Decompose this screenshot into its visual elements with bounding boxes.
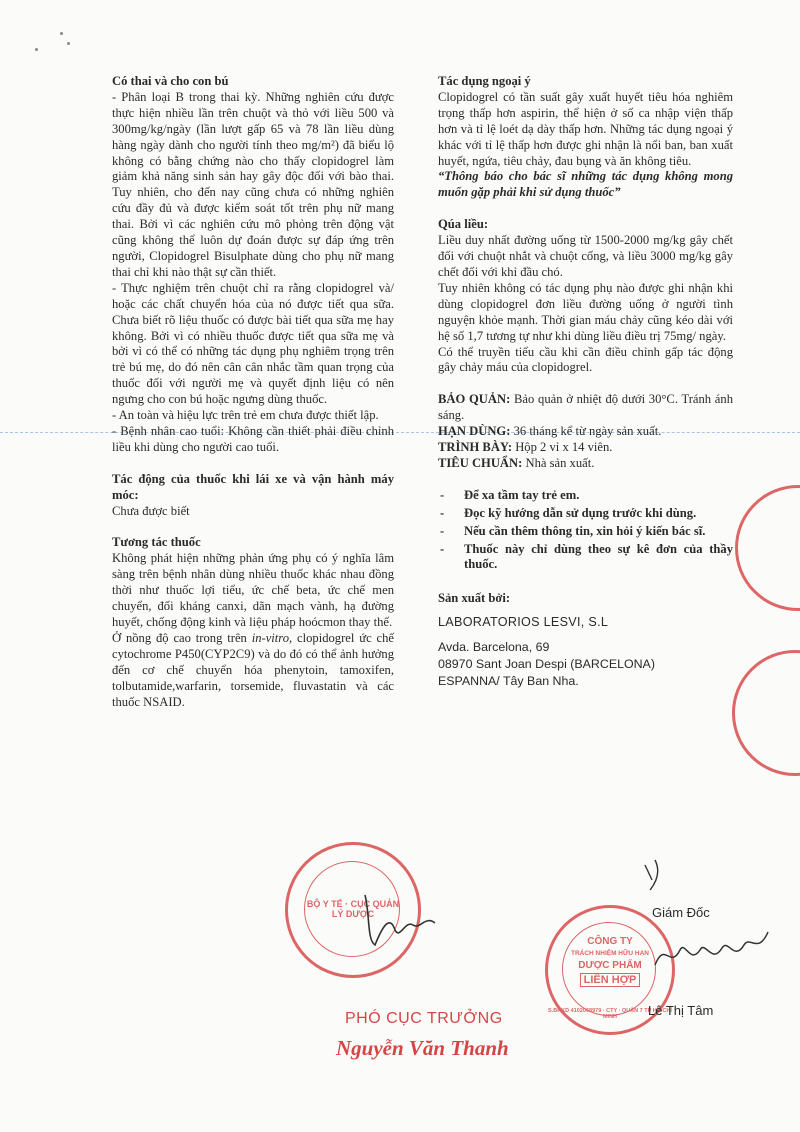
pregnancy-paragraph-4: - Bệnh nhân cao tuổi: Không cần thiết phải điều chỉnh liều khi dùng cho người cao tuổi. xyxy=(112,423,394,454)
warnings-list xyxy=(438,488,733,574)
company-line-4: LIÊN HỢP xyxy=(580,973,641,987)
side-effects-notice: “Thông báo cho bác sĩ những tác dụng không mong muốn gặp phải khi sử dụng thuốc” xyxy=(438,169,733,200)
interactions-text-b: , clopidogrel ức chế cytochrome P450(CYP2C9) và do đó có thể ảnh hưởng đến cơ chế chuyển hóa phenytoin, tamoxifen, tolbutamide,warfarin, torsemide, fluvastatin và các thuốc NSAID. xyxy=(112,630,395,709)
storage-label: BẢO QUẢN: xyxy=(438,392,511,407)
warning-item: - Thuốc này chỉ dùng theo sự kê đơn của thầy thuốc. xyxy=(438,542,733,574)
interactions-paragraph-1: Không phát hiện những phản ứng phụ có ý nghĩa lâm sàng trên bệnh nhân dùng nhiều thuốc khác nhau đồng thời như thuốc lợi tiểu, ức chế beta, ức chế men chuyển, đối kháng canxi, dãn mạch vành, hạ đường huyết, chống động kinh và liệu pháp hoócmon thay thế. xyxy=(112,551,394,629)
overdose-paragraph-1: Liều duy nhất đường uống từ 1500-2000 mg/kg gây chết đối với chuột nhắt và chuột cống, và liều 3000 mg/kg gây chết đối với khỉ đầu chó. xyxy=(438,233,733,279)
director-title: Giám Đốc xyxy=(652,905,710,920)
speck xyxy=(60,32,63,35)
standard-line xyxy=(438,456,733,472)
deputy-name: Nguyễn Văn Thanh xyxy=(336,1036,509,1060)
expiry-text: 36 tháng kể từ ngày sản xuất. xyxy=(510,424,662,439)
manufacturer-label: Sản xuất bởi: xyxy=(438,591,511,606)
deputy-title: PHÓ CỤC TRƯỞNG xyxy=(345,1010,503,1027)
warning-item: - Để xa tầm tay trẻ em. xyxy=(438,488,733,504)
warning-item: - Nếu cần thêm thông tin, xin hỏi ý kiến bác sĩ. xyxy=(438,524,733,540)
director-signature-icon xyxy=(650,920,780,980)
warning-item: - Đọc kỹ hướng dẫn sử dụng trước khi dùng. xyxy=(438,506,733,522)
pregnancy-paragraph-2: - Thực nghiệm trên chuột chỉ ra rằng clopidogrel và/ hoặc các chất chuyển hóa của nó được tiết qua sữa. Chưa biết rõ liệu thuốc có được bài tiết qua sữa mẹ hay không. Bởi vì có nhiều thuốc được tiết qua sữa mẹ và bởi vì có thể có những tác dụng phụ nghiêm trọng trên trẻ bú mẹ, do đó nên cân cân nhắc tầm quan trọng của thuốc đối với người mẹ và quyết định liệu có nên ngưng cho con bú hoặc ngưng dùng thuốc. xyxy=(112,280,394,407)
driving-text: Chưa được biết xyxy=(112,503,190,518)
company-line-1: CÔNG TY xyxy=(587,936,633,947)
address-line-3: ESPANNA/ Tây Ban Nha. xyxy=(438,674,579,689)
company-ring-text: S.BKKD 4102068979 · CTY · QUẬN 7 TP HỒ CHÍ MINH xyxy=(548,1008,672,1020)
side-effects-heading: Tác dụng ngoại ý xyxy=(438,74,531,88)
pregnancy-heading: Có thai và cho con bú xyxy=(112,74,229,88)
interactions-text-a: Ở nồng độ cao trong trên xyxy=(112,630,252,645)
address-line-2: 08970 Sant Joan Despi (BARCELONA) xyxy=(438,657,655,672)
storage-line xyxy=(438,392,733,424)
edge-stamp-top xyxy=(735,485,800,611)
edge-stamp-bottom xyxy=(732,650,800,776)
storage-text: Bảo quản ở nhiệt độ dưới 30°C. Tránh ánh sáng. xyxy=(438,392,733,423)
presentation-text: Hộp 2 vỉ x 14 viên. xyxy=(512,440,613,455)
deputy-signature-icon xyxy=(345,885,455,955)
expiry-label: HẠN DÙNG: xyxy=(438,424,511,439)
company-line-3: DƯỢC PHẨM xyxy=(578,960,642,971)
overdose-heading: Qúa liều: xyxy=(438,217,489,232)
right-column xyxy=(438,74,733,690)
pregnancy-paragraph-1: - Phân loại B trong thai kỳ. Những nghiên cứu được thực hiện nhiều lần trên chuột và thỏ với liều 500 và 300mg/kg/ngày (lần lượt gấp 65 và 78 lần liều dùng hàng ngày dành cho người tính theo mg/m²) đã biểu lộ không có bằng chứng nào cho thấy clopidogrel làm giảm khả năng sinh sản hay gây độc đối với bào thai. Tuy nhiên, cho đến nay cũng chưa có những nghiên cứu đầy đủ và được kiểm soát tốt trên phụ nữ mang thai. Bởi vì các nghiên cứu mô phỏng trên động vật cũng không thể luôn dự đoán được sự đáp ứng trên người, Clopidogrel Bisulphate dùng cho phụ nữ mang thai chỉ khi nào thật sự cần thiết. xyxy=(112,89,394,279)
overdose-paragraph-3: Có thể truyền tiểu cầu khi cần điều chỉnh gấp tác động gây chảy máu của clopidogrel. xyxy=(438,344,733,375)
standard-text: Nhà sản xuất. xyxy=(522,455,595,470)
in-vitro-term: in-vitro xyxy=(251,630,290,645)
pregnancy-paragraph-3: - An toàn và hiệu lực trên trẻ em chưa được thiết lập. xyxy=(112,408,379,423)
presentation-line xyxy=(438,440,733,456)
company-line-2: TRÁCH NHIỆM HỮU HẠN xyxy=(571,950,649,957)
side-effects-text: Clopidogrel có tần suất gây xuất huyết tiêu hóa nghiêm trọng thấp hơn aspirin, thể hiện ở số ca nhập viện thấp hơn và tỉ lệ loét dạ dày thấp hơn. Những tác dụng ngoại ý khác với tỉ lệ thấp hơn được ghi nhận là nổi ban, ban xuất huyết, ngứa, tiêu chảy, đau bụng và ăn không tiêu. xyxy=(438,89,733,168)
presentation-label: TRÌNH BÀY: xyxy=(438,440,513,455)
expiry-line xyxy=(438,424,733,440)
interactions-heading: Tương tác thuốc xyxy=(112,535,201,550)
manufacturer-name: LABORATORIOS LESVI, S.L xyxy=(438,615,609,630)
left-column xyxy=(112,74,394,710)
speck xyxy=(35,48,38,51)
director-name: Lê Thị Tâm xyxy=(648,1003,714,1018)
interactions-paragraph-2 xyxy=(112,631,394,711)
speck xyxy=(67,42,70,45)
ministry-stamp-text: BỘ Y TẾ · CỤC QUẢN LÝ DƯỢC xyxy=(306,899,400,919)
address-line-1: Avda. Barcelona, 69 xyxy=(438,640,550,655)
initials-icon xyxy=(640,855,670,895)
overdose-paragraph-2: Tuy nhiên không có tác dụng phụ nào được ghi nhận khi dùng clopidogrel đơn liều đường uống ở người tình nguyện khỏe mạnh. Thời gian máu chảy cũng kéo dài với hệ số 1,7 tương tự như khi dùng liều điều trị 75mg/ ngày. xyxy=(438,280,733,343)
driving-heading: Tác động của thuốc khi lái xe và vận hành máy móc: xyxy=(112,471,394,502)
standard-label: TIÊU CHUẨN: xyxy=(438,455,523,470)
